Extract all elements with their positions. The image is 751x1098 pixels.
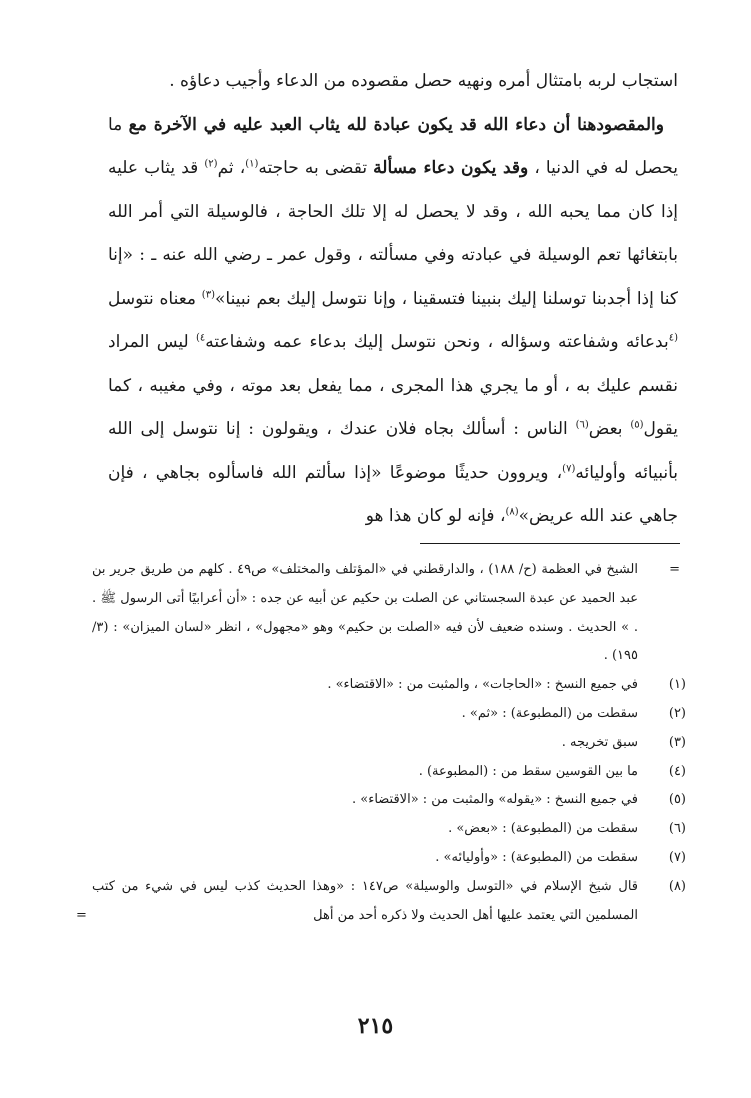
text-run: ، فإنه لو كان هذا هو <box>365 506 506 526</box>
footnote-ref-5[interactable]: (٥) <box>630 419 644 431</box>
text-run: معناه نتوسل <box>108 288 202 309</box>
footnote-3 <box>92 729 686 758</box>
footnote-ref-3[interactable]: (٣) <box>201 288 215 300</box>
text-run: ، ثم <box>217 158 246 178</box>
footnote-ref-8[interactable]: (٨) <box>505 506 519 518</box>
text-run: قد يثاب عليه إذا كان مما يحبه الله ، وقد لا يحصل له إلا تلك الحاجة ، فالوسيلة التي أمر الله بابتغائها تعم الوسيلة في عبادته وفي مسألته ، وقول عمر ـ رضي الله عنه ـ : «إنا كنا إذا أجدبنا توسلنا إليك بنبينا فتسقينا ، وإنا نتوسل إليك بعم نبينا» <box>108 158 678 309</box>
continuation-marker: = <box>669 562 680 577</box>
footnote-ref-7[interactable]: (٧) <box>562 462 576 474</box>
footnote-text: سبق تخريجه . <box>561 734 638 750</box>
footnote-text: سقطت من (المطبوعة) : «ثم» . <box>461 705 638 721</box>
footnote-number: (٧) <box>668 849 686 865</box>
bold-phrase-2: وقد يكون دعاء مسألة <box>373 158 529 178</box>
text-run: بعض <box>588 419 631 439</box>
footnote-text: سقطت من (المطبوعة) : «وأوليائه» . <box>435 849 638 865</box>
continuation-marker: = <box>76 907 87 923</box>
text-run: ليس المراد نقسم عليك به ، أو ما يجري هذا المجرى ، مما يفعل بعد موته ، وفي مغيبه ، كما يقول <box>108 332 678 439</box>
footnote-1 <box>92 671 686 700</box>
footnote-text: سقطت من (المطبوعة) : «بعض» . <box>448 821 638 837</box>
footnote-7 <box>92 844 686 873</box>
footnote-number: (٢) <box>668 705 686 721</box>
text-run: ما يحصل له في الدنيا ، <box>108 114 678 178</box>
page-number: ٢١٥ <box>357 1013 394 1039</box>
footnote-continuation <box>92 556 686 671</box>
footnote-text: في جميع النسخ : «يقوله» والمثبت من : «الاقتضاء» . <box>351 792 638 808</box>
main-text <box>108 60 678 539</box>
bold-phrase-1: والمقصودهنا أن دعاء الله قد يكون عبادة لله يثاب العبد عليه في الآخرة مع <box>128 114 664 135</box>
footnote-number: (٦) <box>668 821 686 837</box>
footnote-ref-1[interactable]: (١) <box>245 158 259 170</box>
footnote-5 <box>92 786 686 815</box>
footnote-ref-6[interactable]: (٦) <box>575 419 589 431</box>
footnote-text: قال شيخ الإسلام في «التوسل والوسيلة» ص١٤٧ : «وهذا الحديث كذب ليس في شيء من كتب المسلمين التي يعتمد عليها أهل الحديث ولا ذكره أحد من أهل <box>92 878 638 923</box>
footnote-number: (١) <box>668 677 686 693</box>
text-run: بدعائه وشفاعته وسؤاله ، ونحن نتوسل إليك بدعاء عمه وشفاعته <box>205 332 669 352</box>
footnote-6 <box>92 815 686 844</box>
footnote-number: (٥) <box>668 792 686 808</box>
footnote-ref-4-open[interactable]: (٤ <box>668 332 678 344</box>
text-run: الناس : أسألك بجاه فلان عندك ، ويقولون : إنا نتوسل إلى الله بأنبيائه وأوليائه <box>108 419 679 483</box>
footnote-text: الشيخ في العظمة (ح/ ١٨٨) ، والدارقطني في «المؤتلف والمختلف» ص٤٩ . كلهم من طريق جرير بن عبد الحميد عن عبدة السجستاني عن الصلت بن حكيم عن أبيه عن جده : «أن أعرابيًا أتى الرسول ﷺ . . » الحديث . وسنده ضعيف لأن فيه «الصلت بن حكيم» وهو «مجهول» ، انظر «لسان الميزان» : (٣/ ١٩٥) . <box>92 562 639 664</box>
footnote-8 <box>76 873 686 931</box>
footnote-2 <box>92 700 686 729</box>
footnote-number: (٤) <box>668 763 686 779</box>
text-run: ، ويروون حديثًا موضوعًا «إذا سألتم الله فاسألوه بجاهي ، فإن جاهي عند الله عريض» <box>108 462 678 526</box>
footnote-4 <box>92 758 686 787</box>
footnote-ref-4-close[interactable]: ٤) <box>195 332 206 344</box>
footnote-text: ما بين القوسين سقط من : (المطبوعة) . <box>418 763 638 779</box>
footnotes <box>76 556 686 930</box>
footnote-separator <box>420 543 680 544</box>
footnote-ref-2[interactable]: (٢) <box>204 158 218 170</box>
footnote-number: (٣) <box>668 734 686 750</box>
paragraph-1: استجاب لربه بامتثال أمره ونهيه حصل مقصوده من الدعاء وأجيب دعاؤه . <box>169 71 678 91</box>
footnote-text: في جميع النسخ : «الحاجات» ، والمثبت من : «الاقتضاء» . <box>327 677 638 693</box>
text-run: تقضى به حاجته <box>258 158 374 178</box>
footnote-number: (٨) <box>668 878 686 894</box>
paragraph-2 <box>108 104 678 539</box>
